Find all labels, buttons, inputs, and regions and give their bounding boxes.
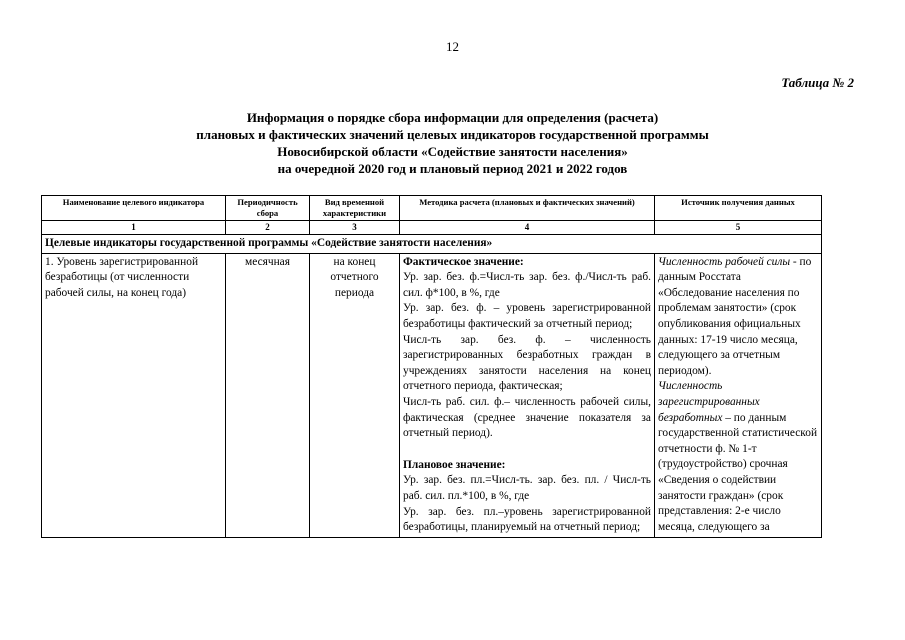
plan-formula: Ур. зар. без. пл.=Числ-ть. зар. без. пл. / Числ-ть раб. сил. пл.*100, в %, где bbox=[403, 474, 651, 502]
header-cell-source: Источник получения данных bbox=[655, 196, 822, 221]
periodicity-value: месячная bbox=[226, 253, 310, 537]
column-number: 5 bbox=[655, 221, 822, 235]
fact-definition: Ур. зар. без. ф. – уровень зарегистрированной безработицы фактический за отчетный период; bbox=[403, 302, 651, 330]
fact-formula: Ур. зар. без. ф.=Числ-ть зар. без. ф./Числ-ть раб. сил. ф*100, в %, где bbox=[403, 271, 651, 299]
plan-heading: Плановое значение: bbox=[403, 458, 506, 471]
header-cell-time-characteristic: Вид временной характеристики bbox=[310, 196, 400, 221]
section-row bbox=[42, 235, 822, 254]
spacer bbox=[403, 442, 651, 458]
column-number: 2 bbox=[226, 221, 310, 235]
page-number: 12 bbox=[446, 39, 459, 54]
fact-definition: Числ-ть раб. сил. ф.– численность рабочей силы, фактическая (среднее значение показателя за отчетный период). bbox=[403, 395, 651, 440]
title-line: Новосибирской области «Содействие занятости населения» bbox=[277, 144, 628, 159]
source-term: Численность зарегистрированных безработных bbox=[658, 380, 760, 424]
header-cell-indicator: Наименование целевого индикатора bbox=[42, 196, 226, 221]
source-cell bbox=[655, 253, 822, 537]
table-header-row bbox=[42, 196, 822, 221]
column-number: 1 bbox=[42, 221, 226, 235]
header-cell-method: Методика расчета (плановых и фактических значений) bbox=[400, 196, 655, 221]
method-cell bbox=[400, 253, 655, 537]
source-text: – по данным государственной статистической отчетности ф. № 1-т (трудоустройство) срочная «Сведения о содействии занятости граждан» (срок представления: 2-е число месяца, следующего за bbox=[658, 411, 818, 533]
indicators-table bbox=[41, 195, 822, 538]
table-label: Таблица № 2 bbox=[781, 75, 854, 90]
source-term: Численность рабочей силы bbox=[658, 255, 791, 268]
fact-definition: Числ-ть зар. без. ф. – численность зарегистрированных безработных граждан в учреждениях занятости населения на конец отчетного периода, фактическая; bbox=[403, 333, 651, 393]
plan-definition: Ур. зар. без. пл.–уровень зарегистрированной безработицы, планируемый на отчетный период; bbox=[403, 505, 651, 534]
column-number: 4 bbox=[400, 221, 655, 235]
table-row bbox=[42, 253, 822, 537]
column-number-row bbox=[42, 221, 822, 235]
header-cell-periodicity: Периодичность сбора bbox=[226, 196, 310, 221]
fact-heading: Фактическое значение: bbox=[403, 255, 524, 268]
column-number: 3 bbox=[310, 221, 400, 235]
title-line: на очередной 2020 год и плановый период 2021 и 2022 годов bbox=[277, 161, 628, 176]
title-line: плановых и фактических значений целевых индикаторов государственной программы bbox=[196, 127, 709, 142]
indicator-name: 1. Уровень зарегистрированной безработицы (от численности рабочей силы, на конец года) bbox=[42, 253, 226, 537]
document-title bbox=[0, 109, 905, 177]
title-line: Информация о порядке сбора информации для определения (расчета) bbox=[246, 110, 659, 125]
source-text: - по данным Росстата «Обследование населения по проблемам занятости» (срок опубликования официальных данных: 17-19 число месяца, следующего за отчетным периодом). bbox=[658, 255, 812, 377]
section-title: Целевые индикаторы государственной программы «Содействие занятости населения» bbox=[42, 235, 822, 254]
time-characteristic-value: на конец отчетного периода bbox=[310, 253, 400, 537]
